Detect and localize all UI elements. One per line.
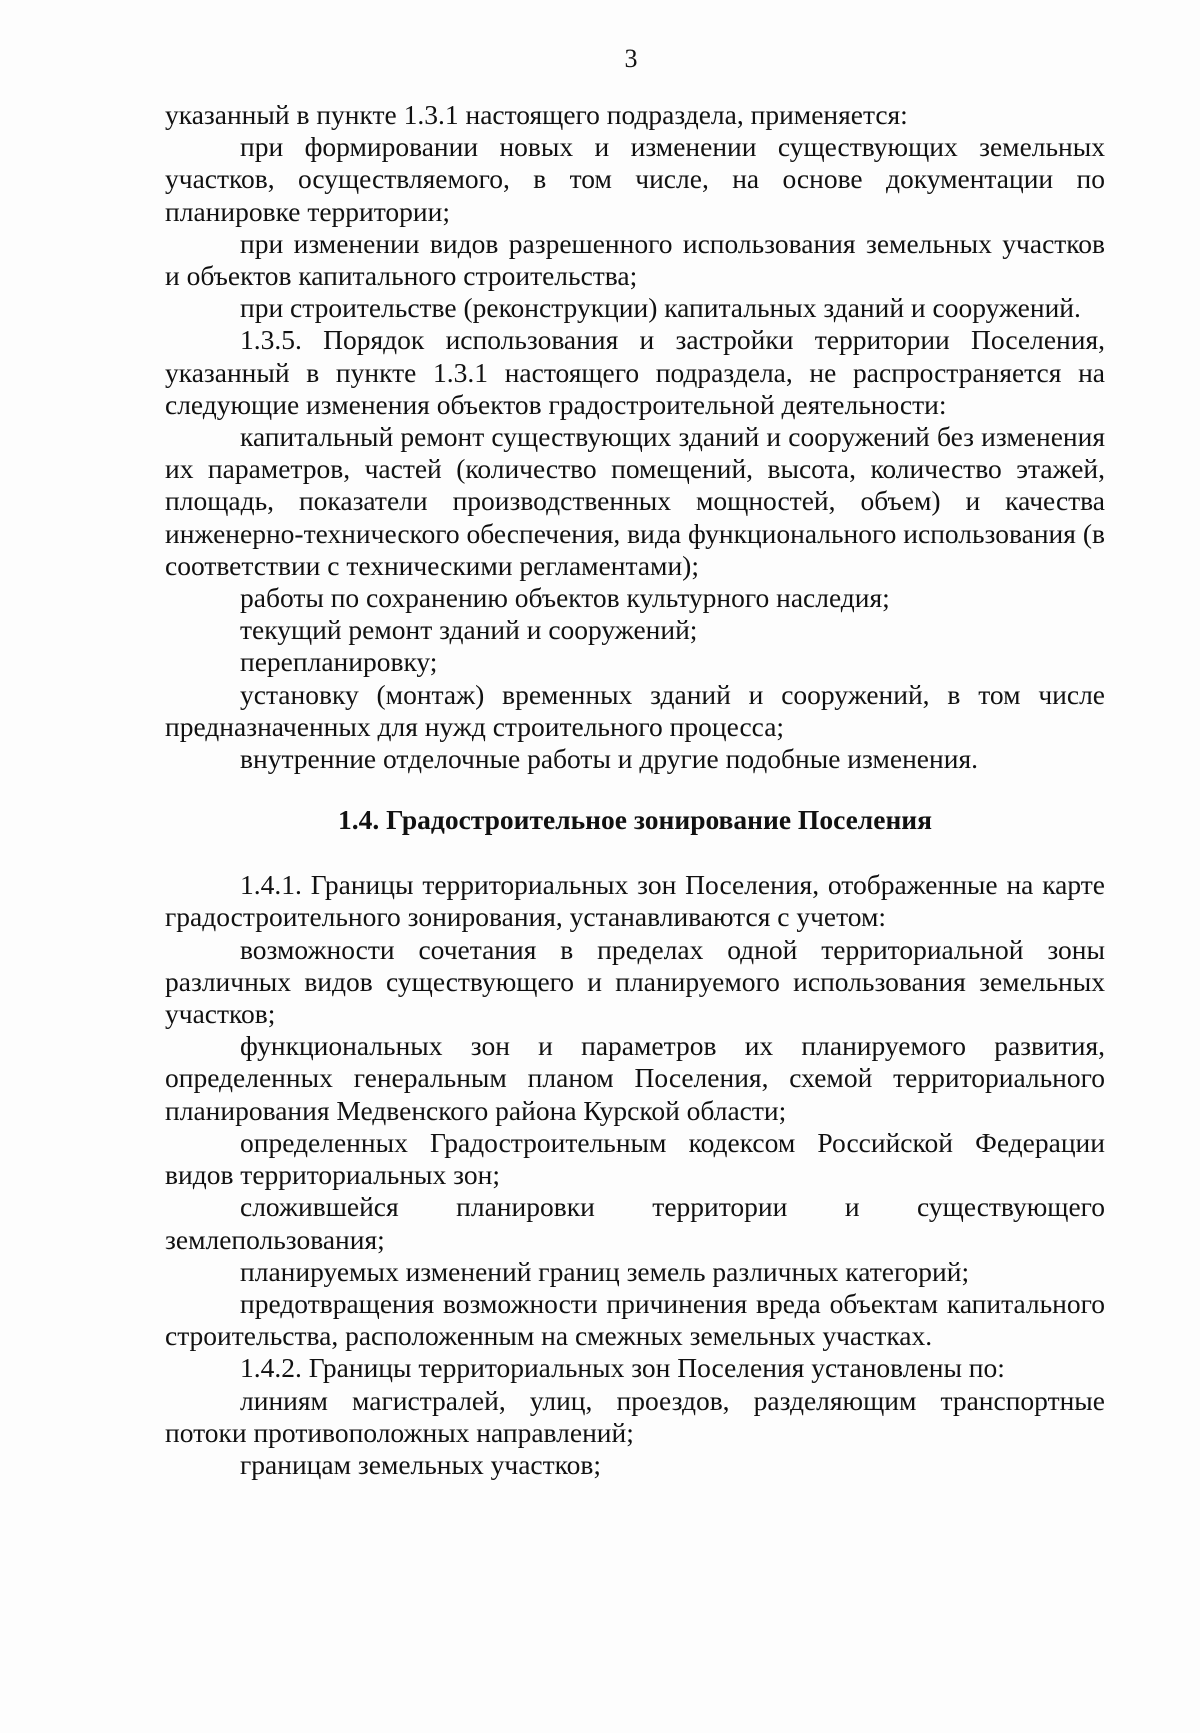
paragraph-capital-repair: капитальный ремонт существующих зданий и сооружений без изменения их параметров, частей (количество помещений, высота, количество этажей, площадь, показатели производственных мощностей, объем) и качества инженерно-технического обеспечения, вида функционального использования (в соответствии с техническими регламентами); xyxy=(165,421,1105,581)
paragraph-current-repair: текущий ремонт зданий и сооружений; xyxy=(240,614,698,646)
document-body xyxy=(165,99,1105,1481)
paragraph-1-4-1: 1.4.1. Границы территориальных зон Поселения, отображенные на карте градостроительного зонирования, устанавливаются с учетом: xyxy=(165,869,1105,933)
paragraph-changing-permitted-use: при изменении видов разрешенного использования земельных участков и объектов капитального строительства; xyxy=(165,227,1105,292)
paragraph-interior-finishing: внутренние отделочные работы и другие подобные изменения. xyxy=(240,743,978,775)
paragraph-road-lines: линиям магистралей, улиц, проездов, разделяющим транспортные потоки противоположных направлений; xyxy=(165,1384,1105,1448)
paragraph-1-3-5: 1.3.5. Порядок использования и застройки территории Поселения, указанный в пункте 1.3.1 настоящего подраздела, не распространяется на следующие изменения объектов градостроительной деятельности: xyxy=(165,324,1105,420)
paragraph-applies-intro: указанный в пункте 1.3.1 настоящего подраздела, применяется: xyxy=(165,99,908,130)
paragraph-temporary-buildings: установку (монтаж) временных зданий и сооружений, в том числе предназначенных для нужд строительного процесса; xyxy=(165,678,1105,742)
paragraph-cultural-heritage: работы по сохранению объектов культурного наследия; xyxy=(240,582,890,614)
paragraph-zone-types: определенных Градостроительным кодексом Российской Федерации видов территориальных зон; xyxy=(165,1126,1105,1191)
paragraph-land-plot-boundaries: границам земельных участков; xyxy=(240,1448,601,1480)
paragraph-functional-zones: функциональных зон и параметров их планируемого развития, определенных генеральным планом Поселения, схемой территориального планирования Медвенского района Курской области; xyxy=(165,1030,1105,1126)
paragraph-1-4-2: 1.4.2. Границы территориальных зон Поселения установлены по: xyxy=(240,1352,1005,1384)
section-heading-1-4: 1.4. Градостроительное зонирование Поселения xyxy=(337,804,933,836)
paragraph-construction: при строительстве (реконструкции) капитальных зданий и сооружений. xyxy=(240,292,1081,324)
paragraph-combination-of-uses: возможности сочетания в пределах одной территориальной зоны различных видов существующего и планируемого использования земельных участков; xyxy=(165,933,1105,1030)
page-number: 3 xyxy=(624,44,638,73)
paragraph-category-boundaries: планируемых изменений границ земель различных категорий; xyxy=(240,1255,970,1287)
paragraph-existing-planning: сложившейся планировки территории и существующего землепользования; xyxy=(165,1191,1105,1255)
paragraph-replanning: перепланировку; xyxy=(240,646,438,678)
paragraph-harm-prevention: предотвращения возможности причинения вреда объектам капитального строительства, расположенным на смежных земельных участках. xyxy=(165,1287,1105,1352)
paragraph-forming-land-plots: при формировании новых и изменении существующих земельных участков, осуществляемого, в том числе, на основе документации по планировке территории; xyxy=(165,131,1105,227)
